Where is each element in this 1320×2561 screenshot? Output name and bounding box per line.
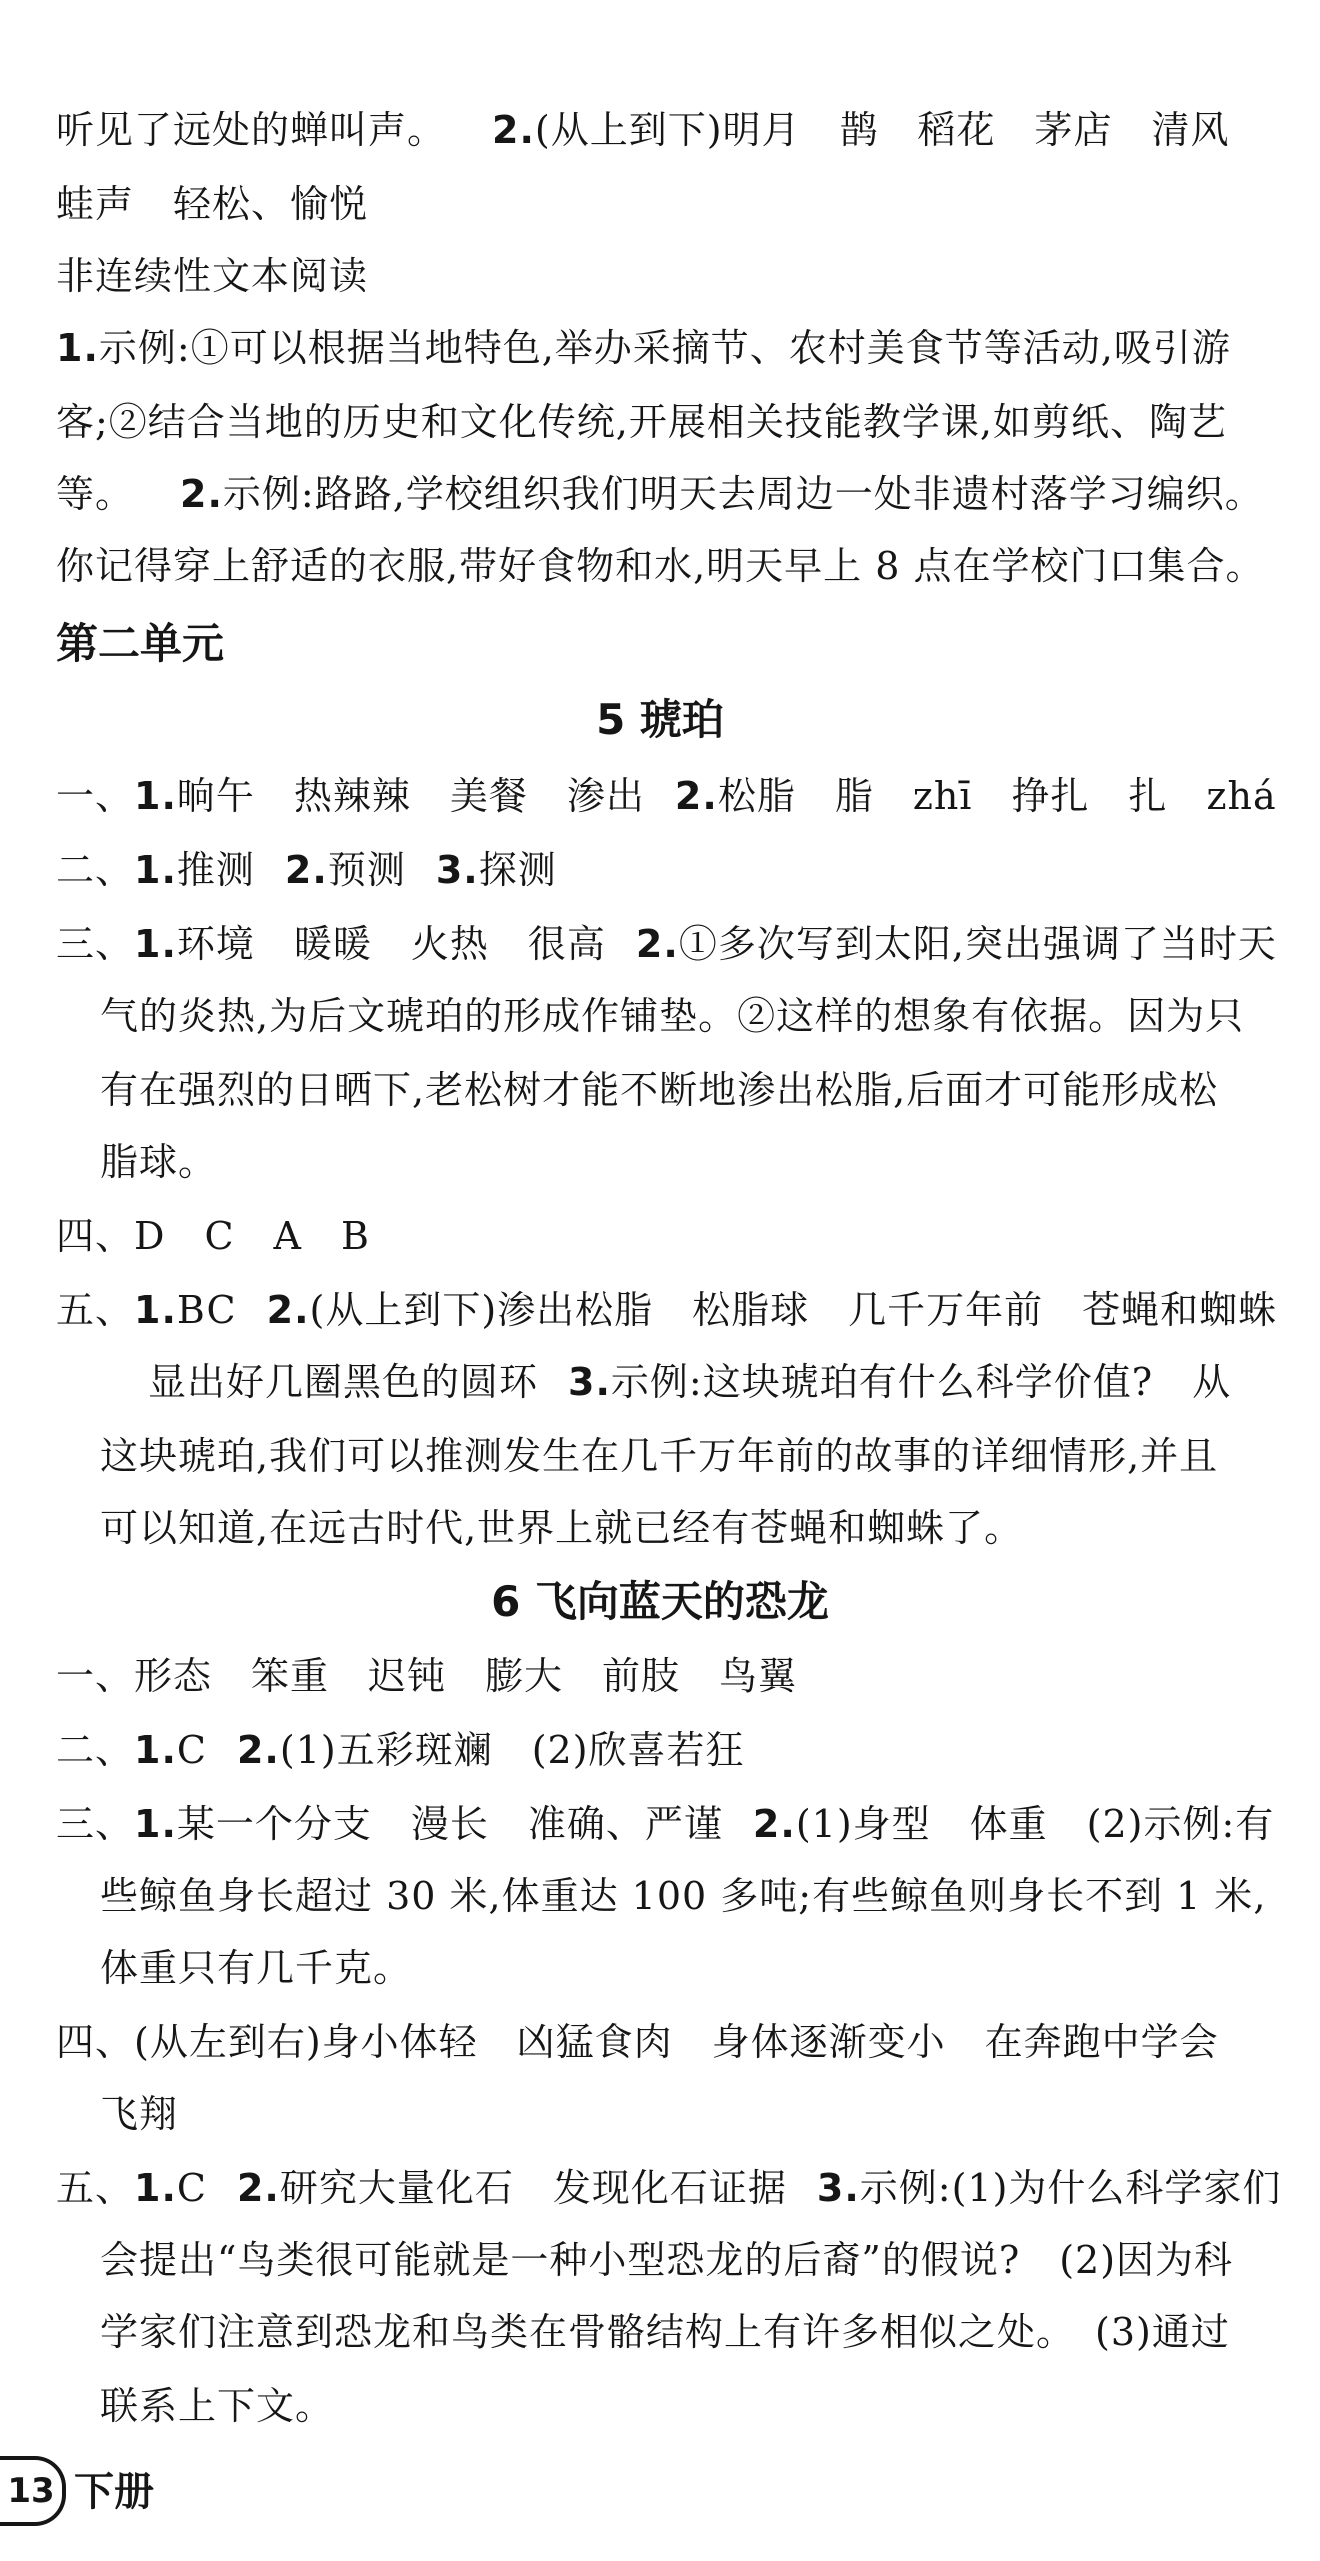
text-line	[56, 1284, 1280, 1336]
question-number: 2.	[492, 108, 535, 152]
answer-text: D C A B	[134, 1214, 370, 1258]
text-line	[100, 990, 1280, 1042]
text-line	[56, 1724, 1280, 1776]
answer-text: 示例:(1)为什么科学家们	[859, 2166, 1282, 2210]
text-line	[100, 2306, 1280, 2358]
text-line	[100, 1430, 1280, 1482]
answer-text: 环境 暖暖 火热 很高	[176, 922, 606, 966]
answer-text: 你记得穿上舒适的衣服,带好食物和水,明天早上 8 点在学校门口集合。	[56, 544, 1265, 588]
text-line	[100, 2088, 1280, 2140]
question-number: 2.	[236, 1728, 280, 1772]
question-number: 2.	[266, 1288, 310, 1332]
answer-text: 研究大量化石 发现化石证据	[279, 2166, 787, 2210]
text-line	[56, 396, 1280, 448]
section-label: 五、	[56, 1288, 135, 1332]
question-number: 1.	[134, 1728, 177, 1772]
answer-text: 气的炎热,为后文琥珀的形成作铺垫。②这样的想象有依据。因为只	[100, 994, 1245, 1038]
text-line	[56, 2162, 1280, 2214]
question-number: 1.	[134, 1288, 177, 1332]
text-line	[56, 540, 1280, 592]
question-number: 2.	[180, 472, 223, 516]
answer-text: (从左到右)身小体轻 凶猛食肉 身体逐渐变小 在奔跑中学会	[134, 2020, 1219, 2064]
answer-text: 松脂 脂 zhī 挣扎 扎 zhá	[717, 774, 1277, 818]
question-number: 2.	[284, 848, 328, 892]
answer-text: 飞翔	[100, 2092, 179, 2136]
text-line	[56, 1798, 1280, 1850]
page-number: 13	[0, 2456, 66, 2526]
answer-text: C	[176, 2166, 207, 2210]
answer-text: 学家们注意到恐龙和鸟类在骨骼结构上有许多相似之处。 (3)通过	[100, 2310, 1230, 2354]
answer-text: 示例:①可以根据当地特色,举办采摘节、农村美食节等活动,吸引游	[98, 326, 1231, 370]
text-line	[56, 844, 1280, 896]
text-line	[56, 1650, 1280, 1702]
question-number: 2.	[635, 922, 679, 966]
text-line	[56, 104, 1280, 156]
section-label: 一、	[56, 774, 135, 818]
section-label: 三、	[56, 922, 135, 966]
answer-text: 示例:这块琥珀有什么科学价值? 从	[610, 1360, 1232, 1404]
page-footer	[0, 2450, 400, 2530]
text-segment: 听见了远处的蝉叫声。	[56, 108, 447, 152]
lesson-title: 6 飞向蓝天的恐龙	[491, 1577, 829, 1626]
text-line	[56, 322, 1280, 374]
answer-text: 示例:路路,学校组织我们明天去周边一处非遗村落学习编织。	[222, 472, 1264, 516]
answer-text: (从上到下)明月 鹊 稻花 茅店 清风	[534, 108, 1230, 152]
answer-text: 预测	[327, 848, 406, 892]
answer-text: 些鲸鱼身长超过 30 米,体重达 100 多吨;有些鲸鱼则身长不到 1 米,	[100, 1874, 1267, 1918]
question-number: 1.	[134, 922, 177, 966]
text-line	[100, 1064, 1280, 1116]
text-line	[100, 2234, 1280, 2286]
section-heading	[56, 250, 1280, 302]
answer-text: (从上到下)渗出松脂 松脂球 几千万年前 苍蝇和蜘蛛	[309, 1288, 1278, 1332]
text-line	[100, 1502, 1280, 1554]
answer-text: BC	[176, 1288, 237, 1332]
answer-text: 某一个分支 漫长 准确、严谨	[176, 1802, 723, 1846]
section-label: 四、	[56, 2020, 135, 2064]
unit-heading: 第二单元	[56, 619, 225, 668]
text-line	[56, 918, 1280, 970]
answer-text: 体重只有几千克。	[100, 1946, 413, 1990]
text-line	[148, 1356, 1280, 1408]
question-number: 2.	[752, 1802, 796, 1846]
answer-text: 客;②结合当地的历史和文化传统,开展相关技能教学课,如剪纸、陶艺	[56, 400, 1227, 444]
section-label: 三、	[56, 1802, 135, 1846]
answer-text: ①多次写到太阳,突出强调了当时天	[678, 922, 1277, 966]
question-number: 1.	[134, 848, 177, 892]
heading-text: 非连续性文本阅读	[56, 254, 369, 298]
section-label: 二、	[56, 848, 135, 892]
question-number: 1.	[134, 2166, 177, 2210]
text-line	[100, 1136, 1280, 1188]
answer-text: 联系上下文。	[100, 2384, 335, 2428]
answer-text: 等。	[56, 472, 135, 516]
question-number: 3.	[435, 848, 479, 892]
text-line	[56, 468, 1280, 520]
section-label: 二、	[56, 1728, 135, 1772]
answer-text: 探测	[478, 848, 557, 892]
question-number: 1.	[56, 326, 99, 370]
answer-text: C	[176, 1728, 207, 1772]
answer-text: 这块琥珀,我们可以推测发生在几千万年前的故事的详细情形,并且	[100, 1434, 1219, 1478]
section-label: 一、	[56, 1654, 135, 1698]
text-line	[56, 770, 1280, 822]
volume-label: 下册	[74, 2469, 154, 2515]
text-line	[100, 1870, 1280, 1922]
answer-text: 可以知道,在远古时代,世界上就已经有苍蝇和蜘蛛了。	[100, 1506, 1024, 1550]
answer-text: 有在强烈的日晒下,老松树才能不断地渗出松脂,后面才可能形成松	[100, 1068, 1219, 1112]
answer-text: 显出好几圈黑色的圆环	[148, 1360, 539, 1404]
answer-text: 脂球。	[100, 1140, 218, 1184]
question-number: 2.	[236, 2166, 280, 2210]
text-line	[100, 1942, 1280, 1994]
question-number: 2.	[674, 774, 718, 818]
question-number: 3.	[816, 2166, 860, 2210]
answer-text: (1)五彩斑斓 (2)欣喜若狂	[279, 1728, 745, 1772]
section-label: 四、	[56, 1214, 135, 1258]
question-number: 1.	[134, 1802, 177, 1846]
answer-text: (1)身型 体重 (2)示例:有	[795, 1802, 1275, 1846]
answer-text: 形态 笨重 迟钝 膨大 前肢 鸟翼	[134, 1654, 798, 1698]
text-line	[100, 2380, 1280, 2432]
answer-text: 会提出“鸟类很可能就是一种小型恐龙的后裔”的假说? (2)因为科	[100, 2238, 1234, 2282]
section-label: 五、	[56, 2166, 135, 2210]
lesson-title: 5 琥珀	[596, 695, 724, 744]
answer-text: 晌午 热辣辣 美餐 渗出	[176, 774, 645, 818]
text-line	[56, 1210, 1280, 1262]
question-number: 3.	[568, 1360, 611, 1404]
text-line	[56, 178, 1280, 230]
question-number: 1.	[134, 774, 177, 818]
answer-text: 蛙声 轻松、愉悦	[56, 182, 369, 226]
answer-text: 推测	[176, 848, 255, 892]
text-line	[56, 2016, 1280, 2068]
